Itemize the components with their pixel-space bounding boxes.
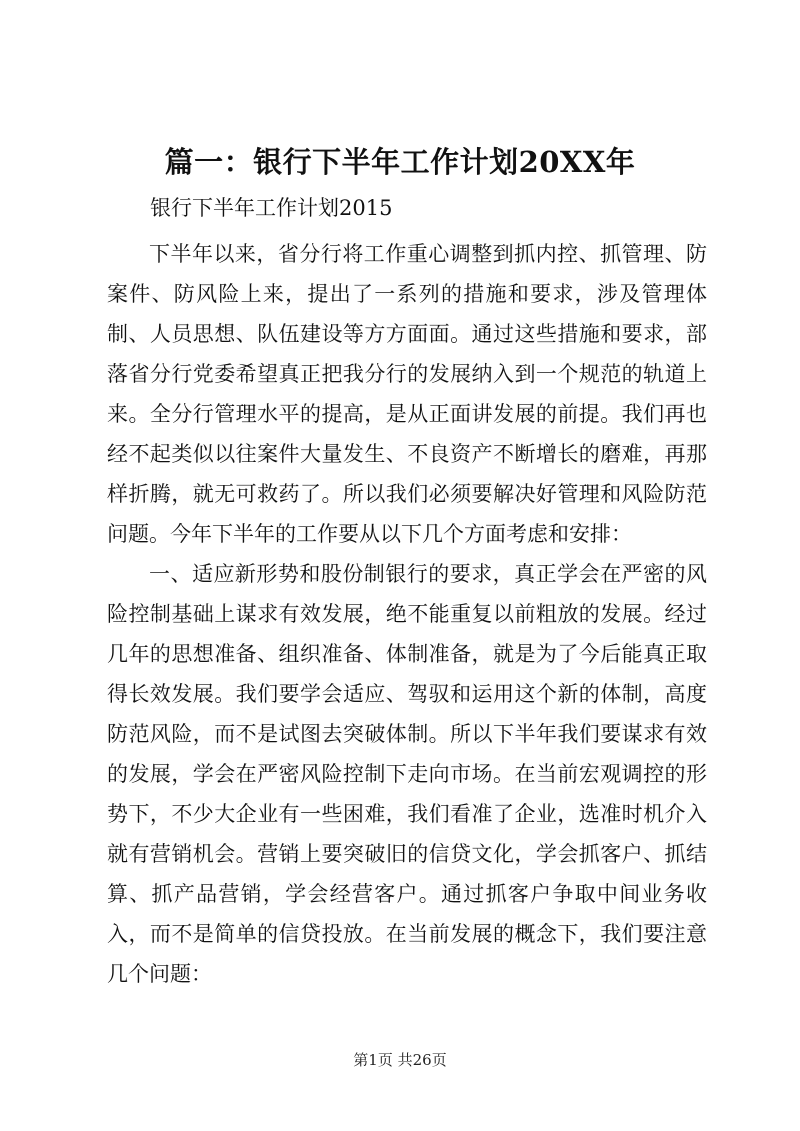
document-body [107, 234, 707, 994]
page-title: 篇一：银行下半年工作计划20XX年 [164, 145, 636, 179]
page-footer: 第1页 共26页 [353, 1051, 447, 1069]
body-paragraph: 一、适应新形势和股份制银行的要求，真正学会在严密的风险控制基础上谋求有效发展，绝不能重复以前粗放的发展。经过几年的思想准备、组织准备、体制准备，就是为了今后能真正取得长效发展。我们要学会适应、驾驭和运用这个新的体制，高度防范风险，而不是试图去突破体制。所以下半年我们要谋求有效的发展，学会在严密风险控制下走向市场。在当前宏观调控的形势下，不少大企业有一些困难，我们看准了企业，选准时机介入就有营销机会。营销上要突破旧的信贷文化，学会抓客户、抓结算、抓产品营销，学会经营客户。通过抓客户争取中间业务收入，而不是简单的信贷投放。在当前发展的概念下，我们要注意几个问题： [107, 562, 707, 986]
body-paragraph: 下半年以来，省分行将工作重心调整到抓内控、抓管理、防案件、防风险上来，提出了一系列的措施和要求，涉及管理体制、人员思想、队伍建设等方方面面。通过这些措施和要求，部落省分行党委希望真正把我分行的发展纳入到一个规范的轨道上来。全分行管理水平的提高，是从正面讲发展的前提。我们再也经不起类似以往案件大量发生、不良资产不断增长的磨难，再那样折腾，就无可救药了。所以我们必须要解决好管理和风险防范问题。今年下半年的工作要从以下几个方面考虑和安排： [107, 242, 707, 546]
document-subtitle: 银行下半年工作计划2015 [150, 196, 393, 220]
